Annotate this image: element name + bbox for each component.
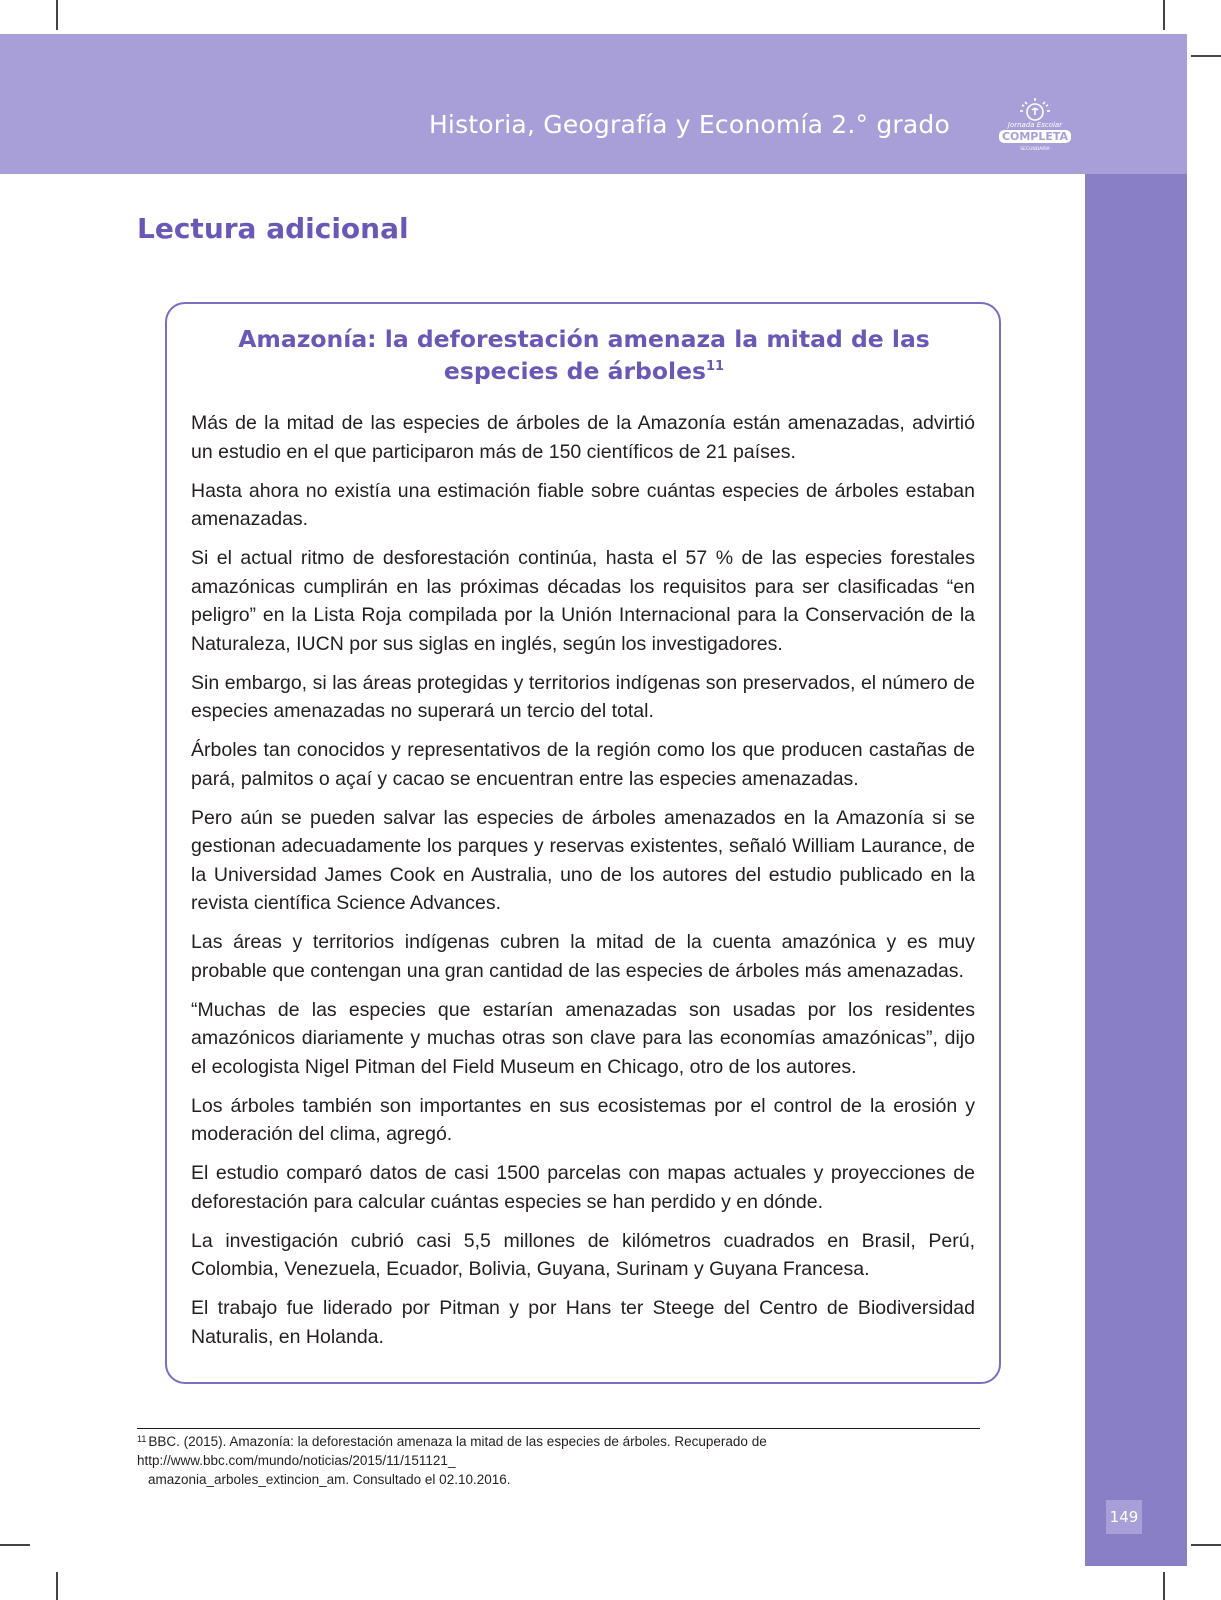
crop-mark-top-right: [1163, 0, 1165, 30]
crop-mark-bottom-left: [56, 1572, 58, 1600]
crop-mark-bottom-right: [1163, 1572, 1165, 1600]
logo-secundaria-text: SECUNDARIA: [1020, 147, 1050, 152]
logo-jornada-text: Jornada Escolar: [1007, 121, 1063, 129]
paragraph: Sin embargo, si las áreas protegidas y territorios indígenas son preservados, el número de especies amenazadas no superará un tercio del total.: [191, 671, 975, 722]
paragraph: El trabajo fue liderado por Pitman y por Hans ter Steege del Centro de Biodiversidad Naturalis, en Holanda.: [191, 1297, 975, 1348]
crop-mark-right-top: [1191, 55, 1221, 57]
footnote-divider: [137, 1428, 980, 1429]
page-number: 149: [1106, 1500, 1142, 1534]
logo-completa-text: COMPLETA: [1001, 130, 1069, 143]
article-title: [206, 323, 962, 387]
article-footnote-ref: 11: [706, 359, 725, 374]
paragraph: “Muchas de las especies que estarían amenazadas son usadas por los residentes amazónicos diariamente y muchas otras son clave para las economías amazónicas”, dijo el ecologista Nigel Pitman del Field Museum en Chicago, otro de los autores.: [191, 998, 975, 1078]
side-bar: [1085, 174, 1187, 1566]
article-title-text: Amazonía: la deforestación amenaza la mitad de las especies de árboles: [238, 325, 930, 385]
footnote: [137, 1432, 1017, 1489]
paragraph: Hasta ahora no existía una estimación fiable sobre cuántas especies de árboles estaban amenazadas.: [191, 479, 975, 530]
paragraph: La investigación cubrió casi 5,5 millones de kilómetros cuadrados en Brasil, Perú, Colombia, Venezuela, Ecuador, Bolivia, Guyana, Surinam y Guyana Francesa.: [191, 1229, 975, 1280]
section-title: Lectura adicional: [137, 212, 409, 245]
footnote-line-2: amazonia_arboles_extincion_am. Consultado el 02.10.2016.: [148, 1472, 511, 1487]
crop-mark-top-left: [56, 0, 58, 30]
footnote-text: BBC. (2015). Amazonía: la deforestación amenaza la mitad de las especies de árboles. Recuperado de http://www.bbc.com/mundo/noticias/2015/11/151121_: [137, 1434, 767, 1468]
subject-title: Historia, Geografía y Economía 2.° grado: [428, 110, 950, 139]
crop-mark-left-bottom: [0, 1544, 30, 1546]
paragraph: Pero aún se pueden salvar las especies de árboles amenazados en la Amazonía si se gestionan adecuadamente los parques y reservas existentes, señaló William Laurance, de la Universidad James Cook en Australia, uno de los autores del estudio publicado en la revista científica Science Advances.: [191, 806, 975, 914]
footnote-number: 11: [137, 1434, 147, 1444]
jornada-escolar-completa-logo: [995, 96, 1075, 154]
paragraph: El estudio comparó datos de casi 1500 parcelas con mapas actuales y proyecciones de deforestación para calcular cuántas especies se han perdido y en dónde.: [191, 1162, 975, 1213]
article-body: [191, 409, 975, 1362]
paragraph: Más de la mitad de las especies de árboles de la Amazonía están amenazadas, advirtió un estudio en el que participaron más de 150 científicos de 21 países.: [191, 412, 975, 463]
footnote-line-1: [137, 1432, 1017, 1470]
paragraph: Los árboles también son importantes en sus ecosistemas por el control de la erosión y moderación del clima, agregó.: [191, 1094, 975, 1145]
paragraph: Árboles tan conocidos y representativos de la región como los que producen castañas de pará, palmitos o açaí y cacao se encuentran entre las especies amenazadas.: [191, 739, 975, 790]
crop-mark-right-bottom: [1191, 1544, 1221, 1546]
paragraph: Si el actual ritmo de desforestación continúa, hasta el 57 % de las especies forestales amazónicas cumplirán en las próximas décadas los requisitos para ser clasificadas “en peligro” en la Lista Roja compilada por la Unión Internacional para la Conservación de la Naturaleza, IUCN por sus siglas en inglés, según los investigadores.: [191, 547, 975, 655]
paragraph: Las áreas y territorios indígenas cubren la mitad de la cuenta amazónica y es muy probable que contengan una gran cantidad de las especies de árboles más amenazadas.: [191, 931, 975, 982]
